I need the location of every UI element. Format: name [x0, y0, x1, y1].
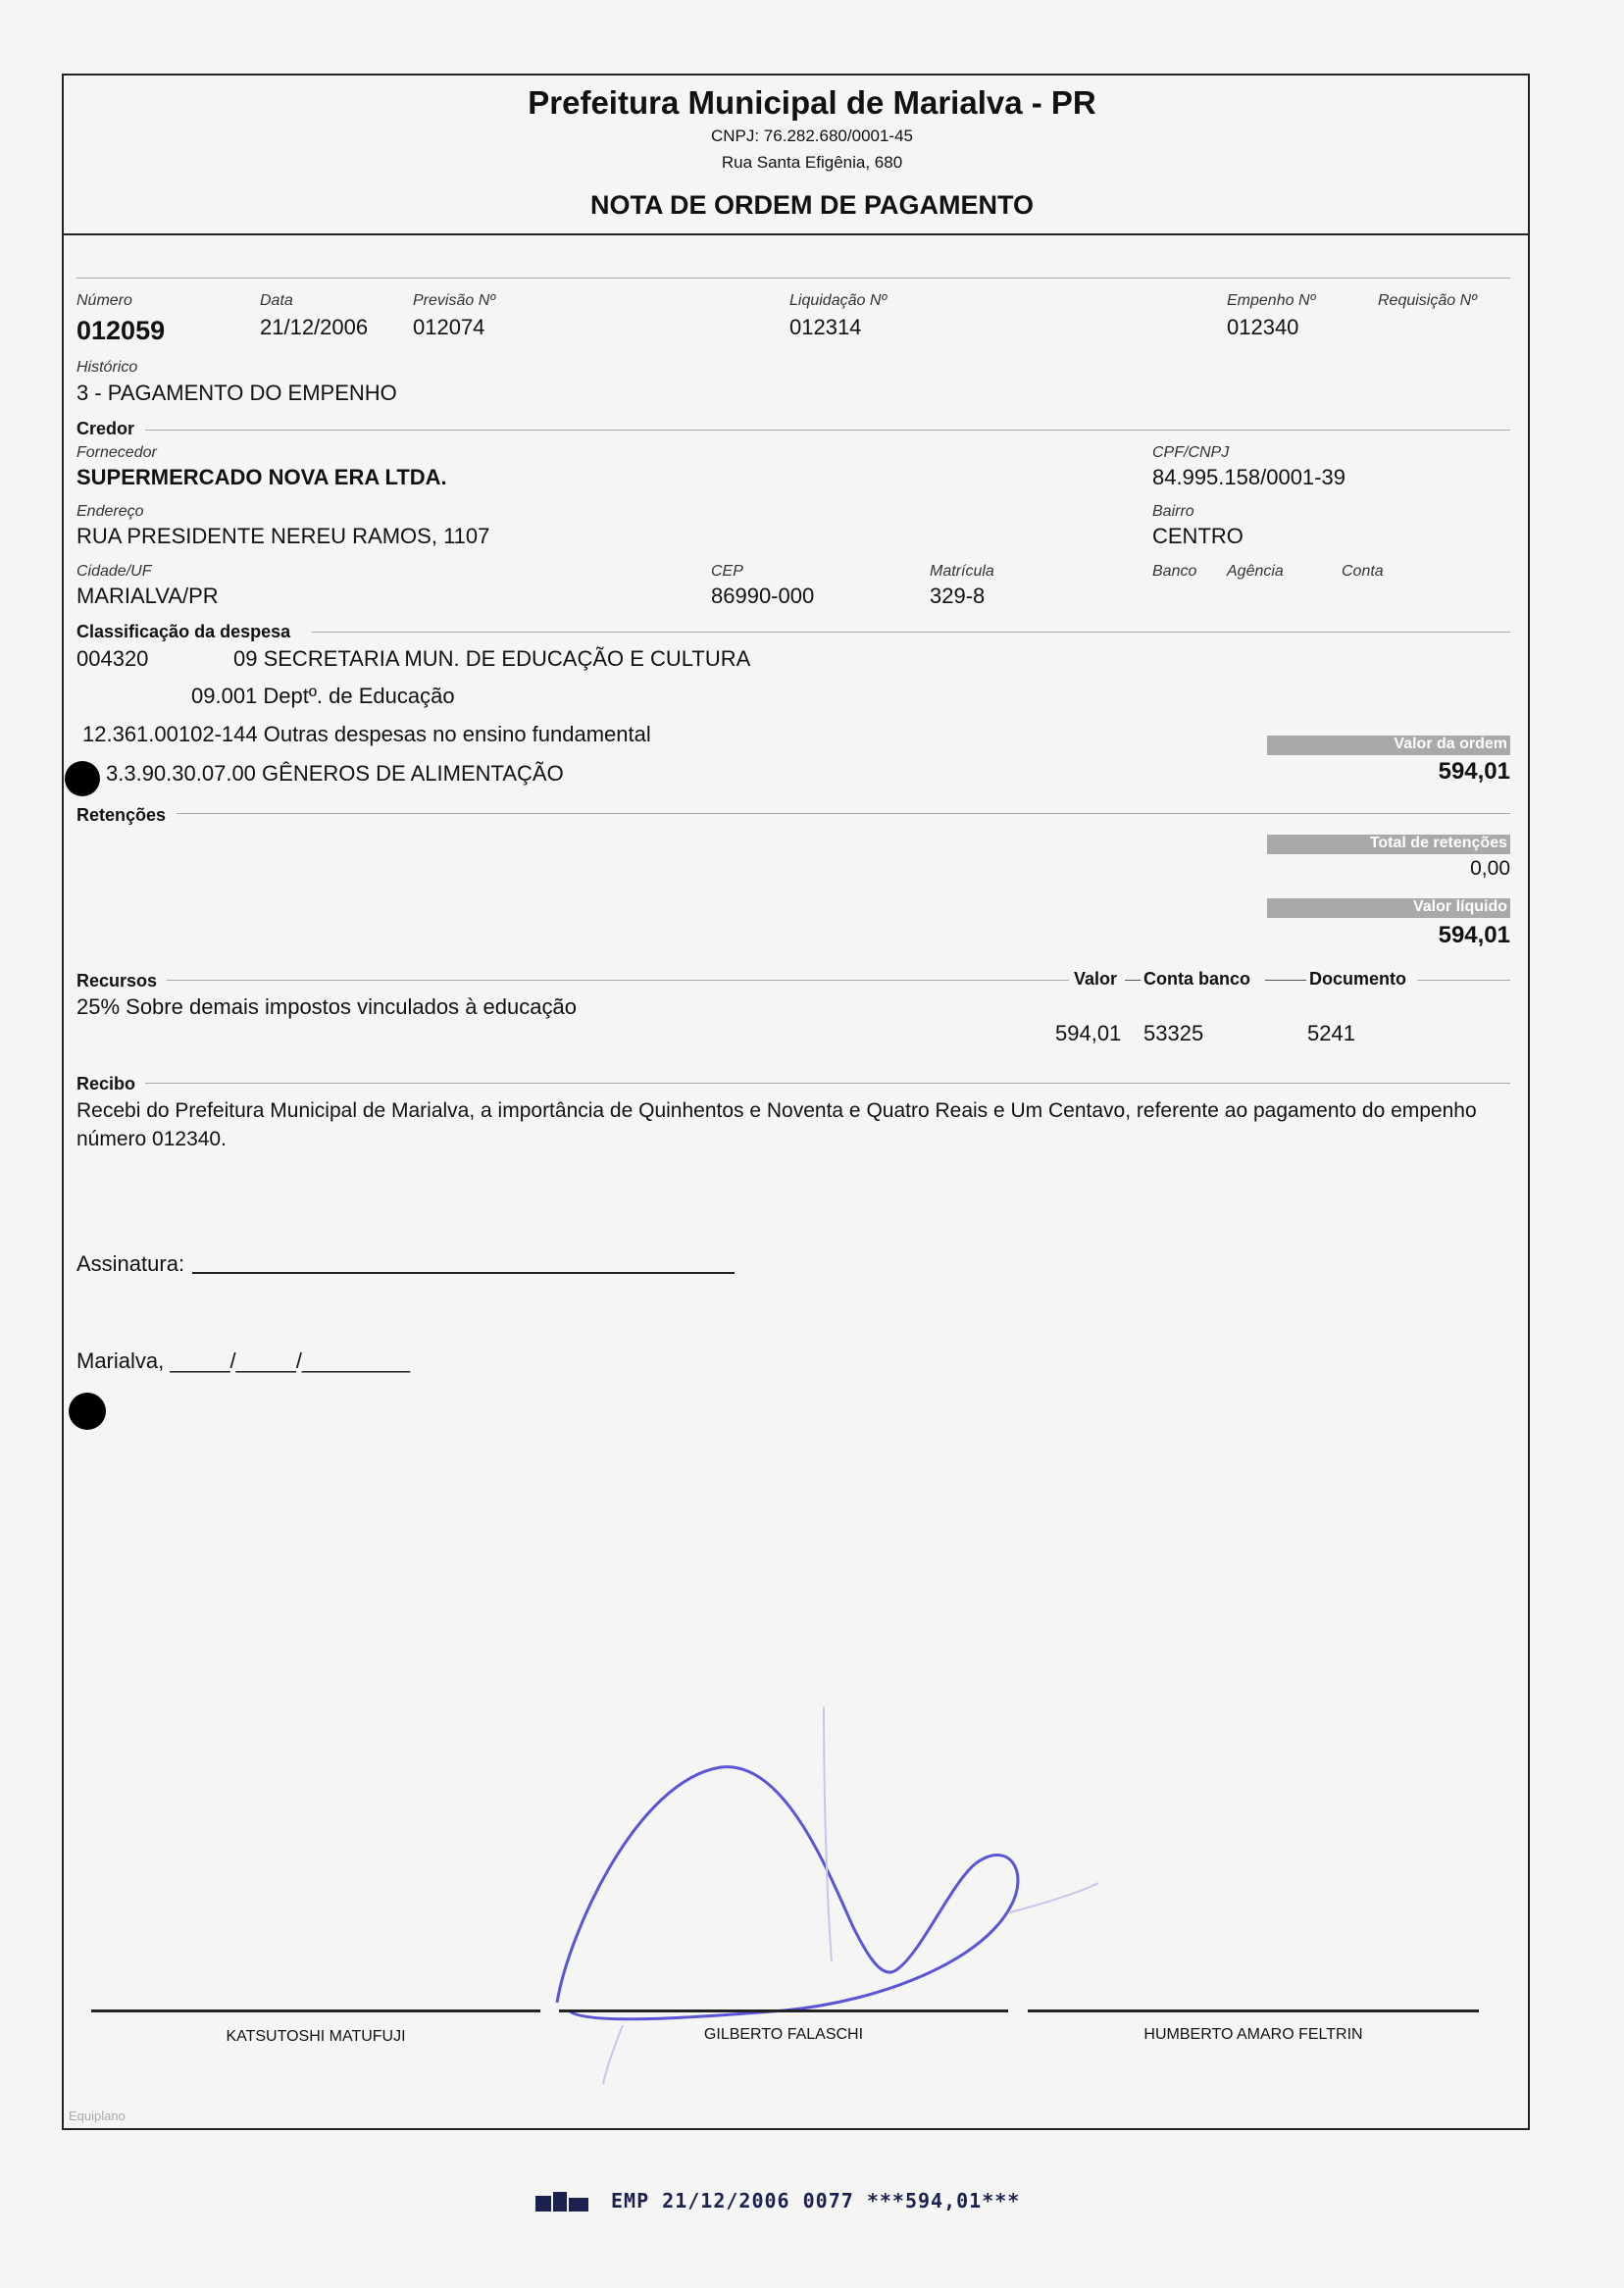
liquidacao-value: 012314: [789, 315, 862, 339]
brand-watermark: Equiplano: [69, 2109, 126, 2123]
recursos-conta-label: Conta banco: [1143, 969, 1251, 989]
conta-label: Conta: [1342, 563, 1384, 580]
credor-section-title: Credor: [76, 419, 135, 438]
recibo-section-title: Recibo: [76, 1074, 136, 1093]
cnpj-text: CNPJ: 76.282.680/0001-45: [710, 127, 914, 145]
signature-line-2: [559, 2009, 1008, 2012]
recibo-rule: [145, 1083, 1510, 1084]
liquidacao-label: Liquidação Nº: [789, 292, 888, 309]
cidade-value: MARIALVA/PR: [76, 584, 219, 608]
cpf-value: 84.995.158/0001-39: [1152, 465, 1345, 489]
retencoes-section-title: Retenções: [76, 805, 167, 825]
classificacao-line4: 3.3.90.30.07.00 GÊNEROS DE ALIMENTAÇÃO: [106, 761, 564, 786]
fornecedor-value: SUPERMERCADO NOVA ERA LTDA.: [76, 465, 447, 489]
fornecedor-label: Fornecedor: [76, 444, 157, 461]
data-value: 21/12/2006: [260, 315, 369, 339]
numero-label: Número: [76, 292, 132, 309]
agencia-label: Agência: [1227, 563, 1284, 580]
printer-logo-icon: [535, 2190, 590, 2215]
recursos-documento: 5241: [1307, 1021, 1355, 1045]
banco-label: Banco: [1152, 563, 1197, 580]
recursos-conta: 53325: [1143, 1021, 1204, 1045]
data-label: Data: [260, 292, 293, 309]
signatory-1: KATSUTOSHI MATUFUJI: [226, 2028, 406, 2045]
recursos-rule-2: [1125, 980, 1141, 981]
endereco-label: Endereço: [76, 503, 144, 520]
previsao-value: 012074: [413, 315, 485, 339]
top-rule: [76, 278, 1510, 279]
recursos-rule: [167, 980, 1069, 981]
signature-line-3: [1028, 2009, 1479, 2012]
valor-ordem-value: 594,01: [1438, 758, 1510, 785]
total-retencoes-label: Total de retenções: [1369, 835, 1507, 851]
signatory-3: HUMBERTO AMARO FELTRIN: [1143, 2026, 1363, 2043]
recibo-text: Recebi do Prefeitura Municipal de Marialva, a importância de Quinhentos e Noventa e Quatro Reais e Um Centavo, referente ao pagamento do empenho número 012340.: [76, 1099, 1477, 1150]
assinatura-line: [192, 1272, 735, 1274]
valor-ordem-label: Valor da ordem: [1394, 736, 1507, 752]
document-title: NOTA DE ORDEM DE PAGAMENTO: [589, 190, 1034, 220]
empenho-value: 012340: [1227, 315, 1299, 339]
valor-liquido-label: Valor líquido: [1412, 898, 1507, 915]
punch-hole-icon: [65, 761, 100, 796]
recursos-section-title: Recursos: [76, 971, 158, 991]
cpf-label: CPF/CNPJ: [1152, 444, 1230, 461]
classificacao-section-title: Classificação da despesa: [76, 622, 291, 641]
historico-label: Histórico: [76, 359, 138, 376]
bairro-value: CENTRO: [1152, 524, 1243, 548]
signatory-2: GILBERTO FALASCHI: [703, 2026, 864, 2043]
retencoes-rule: [177, 813, 1510, 814]
previsao-label: Previsão Nº: [413, 292, 496, 309]
valor-liquido-value: 594,01: [1438, 922, 1510, 948]
recursos-rule-3: [1265, 980, 1306, 981]
punch-hole-icon: [69, 1393, 106, 1430]
historico-value: 3 - PAGAMENTO DO EMPENHO: [76, 381, 397, 405]
total-retencoes-value: 0,00: [1470, 857, 1510, 880]
empenho-label: Empenho Nº: [1227, 292, 1316, 309]
header-divider: [62, 233, 1528, 235]
recursos-valor-label: Valor: [1074, 969, 1118, 989]
signature-line-1: [91, 2009, 540, 2012]
recursos-documento-label: Documento: [1309, 969, 1406, 989]
local-data-label: Marialva, _____/_____/_________: [76, 1348, 411, 1373]
requisicao-label: Requisição Nº: [1378, 292, 1477, 309]
cep-value: 86990-000: [711, 584, 815, 608]
credor-rule: [145, 430, 1510, 431]
classificacao-line3: 12.361.00102-144 Outras despesas no ensino fundamental: [82, 722, 651, 746]
address-text: Rua Santa Efigênia, 680: [721, 153, 903, 172]
classificacao-line1: 09 SECRETARIA MUN. DE EDUCAÇÃO E CULTURA: [233, 646, 751, 671]
page-title: Prefeitura Municipal de Marialva - PR: [528, 84, 1096, 121]
matricula-label: Matrícula: [930, 563, 994, 580]
recursos-rule-4: [1417, 980, 1510, 981]
cep-label: CEP: [711, 563, 743, 580]
endereco-value: RUA PRESIDENTE NEREU RAMOS, 1107: [76, 524, 490, 548]
bairro-label: Bairro: [1152, 503, 1194, 520]
assinatura-label: Assinatura:: [76, 1251, 185, 1276]
classificacao-line2: 09.001 Deptº. de Educação: [191, 684, 455, 708]
classificacao-rule: [312, 632, 1510, 633]
cidade-label: Cidade/UF: [76, 563, 152, 580]
classificacao-code: 004320: [76, 646, 149, 671]
numero-value: 012059: [76, 316, 166, 345]
recursos-valor: 594,01: [1055, 1021, 1122, 1045]
recursos-descricao: 25% Sobre demais impostos vinculados à educação: [76, 994, 577, 1019]
footer-stamp: EMP 21/12/2006 0077 ***594,01***: [611, 2189, 1021, 2212]
matricula-value: 329-8: [930, 584, 986, 608]
